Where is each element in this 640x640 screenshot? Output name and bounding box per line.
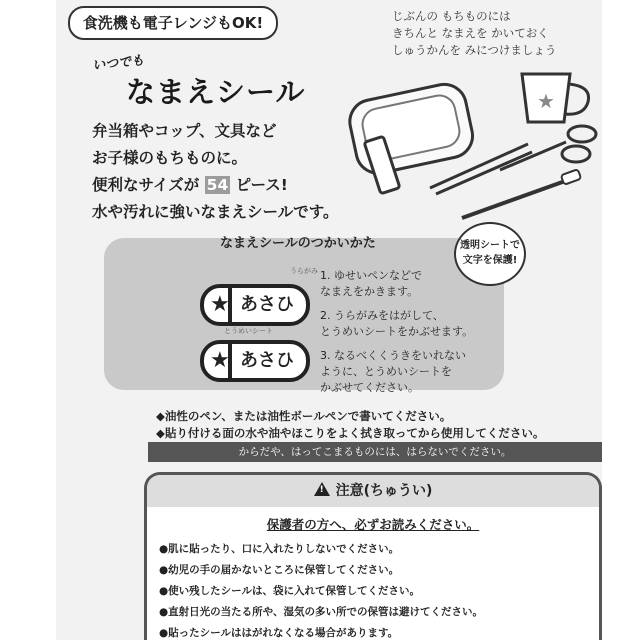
- caution-item: ●肌に貼ったり、口に入れたりしないでください。: [159, 543, 400, 555]
- intro-line-1: 弁当箱やコップ、文具など: [92, 122, 277, 140]
- caution-subtitle: 保護者の方へ、必ずお読みください。: [266, 517, 480, 532]
- caution-item: ●使い残したシールは、袋に入れて保管してください。: [159, 585, 420, 597]
- page-title: なまえシール: [126, 75, 306, 109]
- intro-line-2: お子様のもちものに。: [92, 149, 248, 167]
- habit-note: じぶんの もちものには きちんと なまえを かいておく しゅうかんを みにつけましょう: [392, 9, 557, 57]
- caution-title: 注意(ちゅうい): [335, 483, 433, 499]
- caution-header: [147, 475, 599, 507]
- howto-step-3: 3. なるべくくうきをいれない ように、とうめいシートを かぶせてください。: [320, 349, 466, 394]
- howto-step-1: 1. ゆせいペンなどで なまえをかきます。: [320, 269, 422, 298]
- intro-line-3-pre: 便利なサイズが: [92, 176, 200, 194]
- sticker-example-1: [200, 284, 310, 326]
- star-icon: ★: [210, 292, 230, 317]
- star-icon: ★: [210, 348, 230, 373]
- caution-list: [159, 539, 483, 640]
- svg-text:★: ★: [537, 89, 555, 113]
- sticker-example-2: [200, 340, 310, 382]
- caution-item: ●幼児の手の届かないところに保管してください。: [159, 564, 400, 576]
- caution-item: ●貼ったシールははがれなくなる場合があります。: [159, 627, 399, 639]
- howto-title: なまえシールのつかいかた: [220, 236, 376, 251]
- back-paper-label: うらがみ: [290, 267, 318, 275]
- title-tagline: いつでも: [91, 53, 145, 74]
- warning-item: ◆貼り付ける面の水や油やほこりをよく拭き取ってから使用してください。: [156, 426, 545, 440]
- cup-illustration: [522, 74, 589, 122]
- product-sheet: [56, 0, 602, 640]
- lunchbox-illustration: [346, 80, 477, 177]
- clear-sheet-label: とうめいシート: [224, 327, 273, 335]
- intro-line-4: 水や汚れに強いなまえシールです。: [92, 203, 339, 221]
- caution-item: ●直射日光の当たる所や、湿気の多い所での保管は避けてください。: [159, 606, 483, 618]
- warning-item: ◆油性のペン、または油性ボールペンで書いてください。: [156, 409, 452, 423]
- intro-line-3-post: ピース!: [235, 176, 288, 194]
- piece-count: 54: [206, 176, 229, 194]
- scissors-illustration: [500, 126, 596, 170]
- dishwasher-microwave-badge: 食洗機も電子レンジもOK!: [68, 6, 278, 40]
- sticker-name: あさひ: [228, 344, 320, 378]
- belongings-illustration: [300, 62, 600, 232]
- writing-warnings: [156, 408, 544, 442]
- skin-warning-bar: からだや、はってこまるものには、はらないでください。: [148, 442, 602, 462]
- protect-bubble: 透明シートで 文字を保護!: [454, 222, 526, 286]
- howto-steps: [320, 268, 520, 404]
- caution-box: [144, 472, 602, 640]
- sticker-name: あさひ: [228, 288, 320, 322]
- howto-step-2: 2. うらがみをはがして、 とうめいシートをかぶせます。: [320, 309, 474, 338]
- warning-icon: [314, 482, 330, 496]
- toothbrush-illustration: [462, 169, 581, 218]
